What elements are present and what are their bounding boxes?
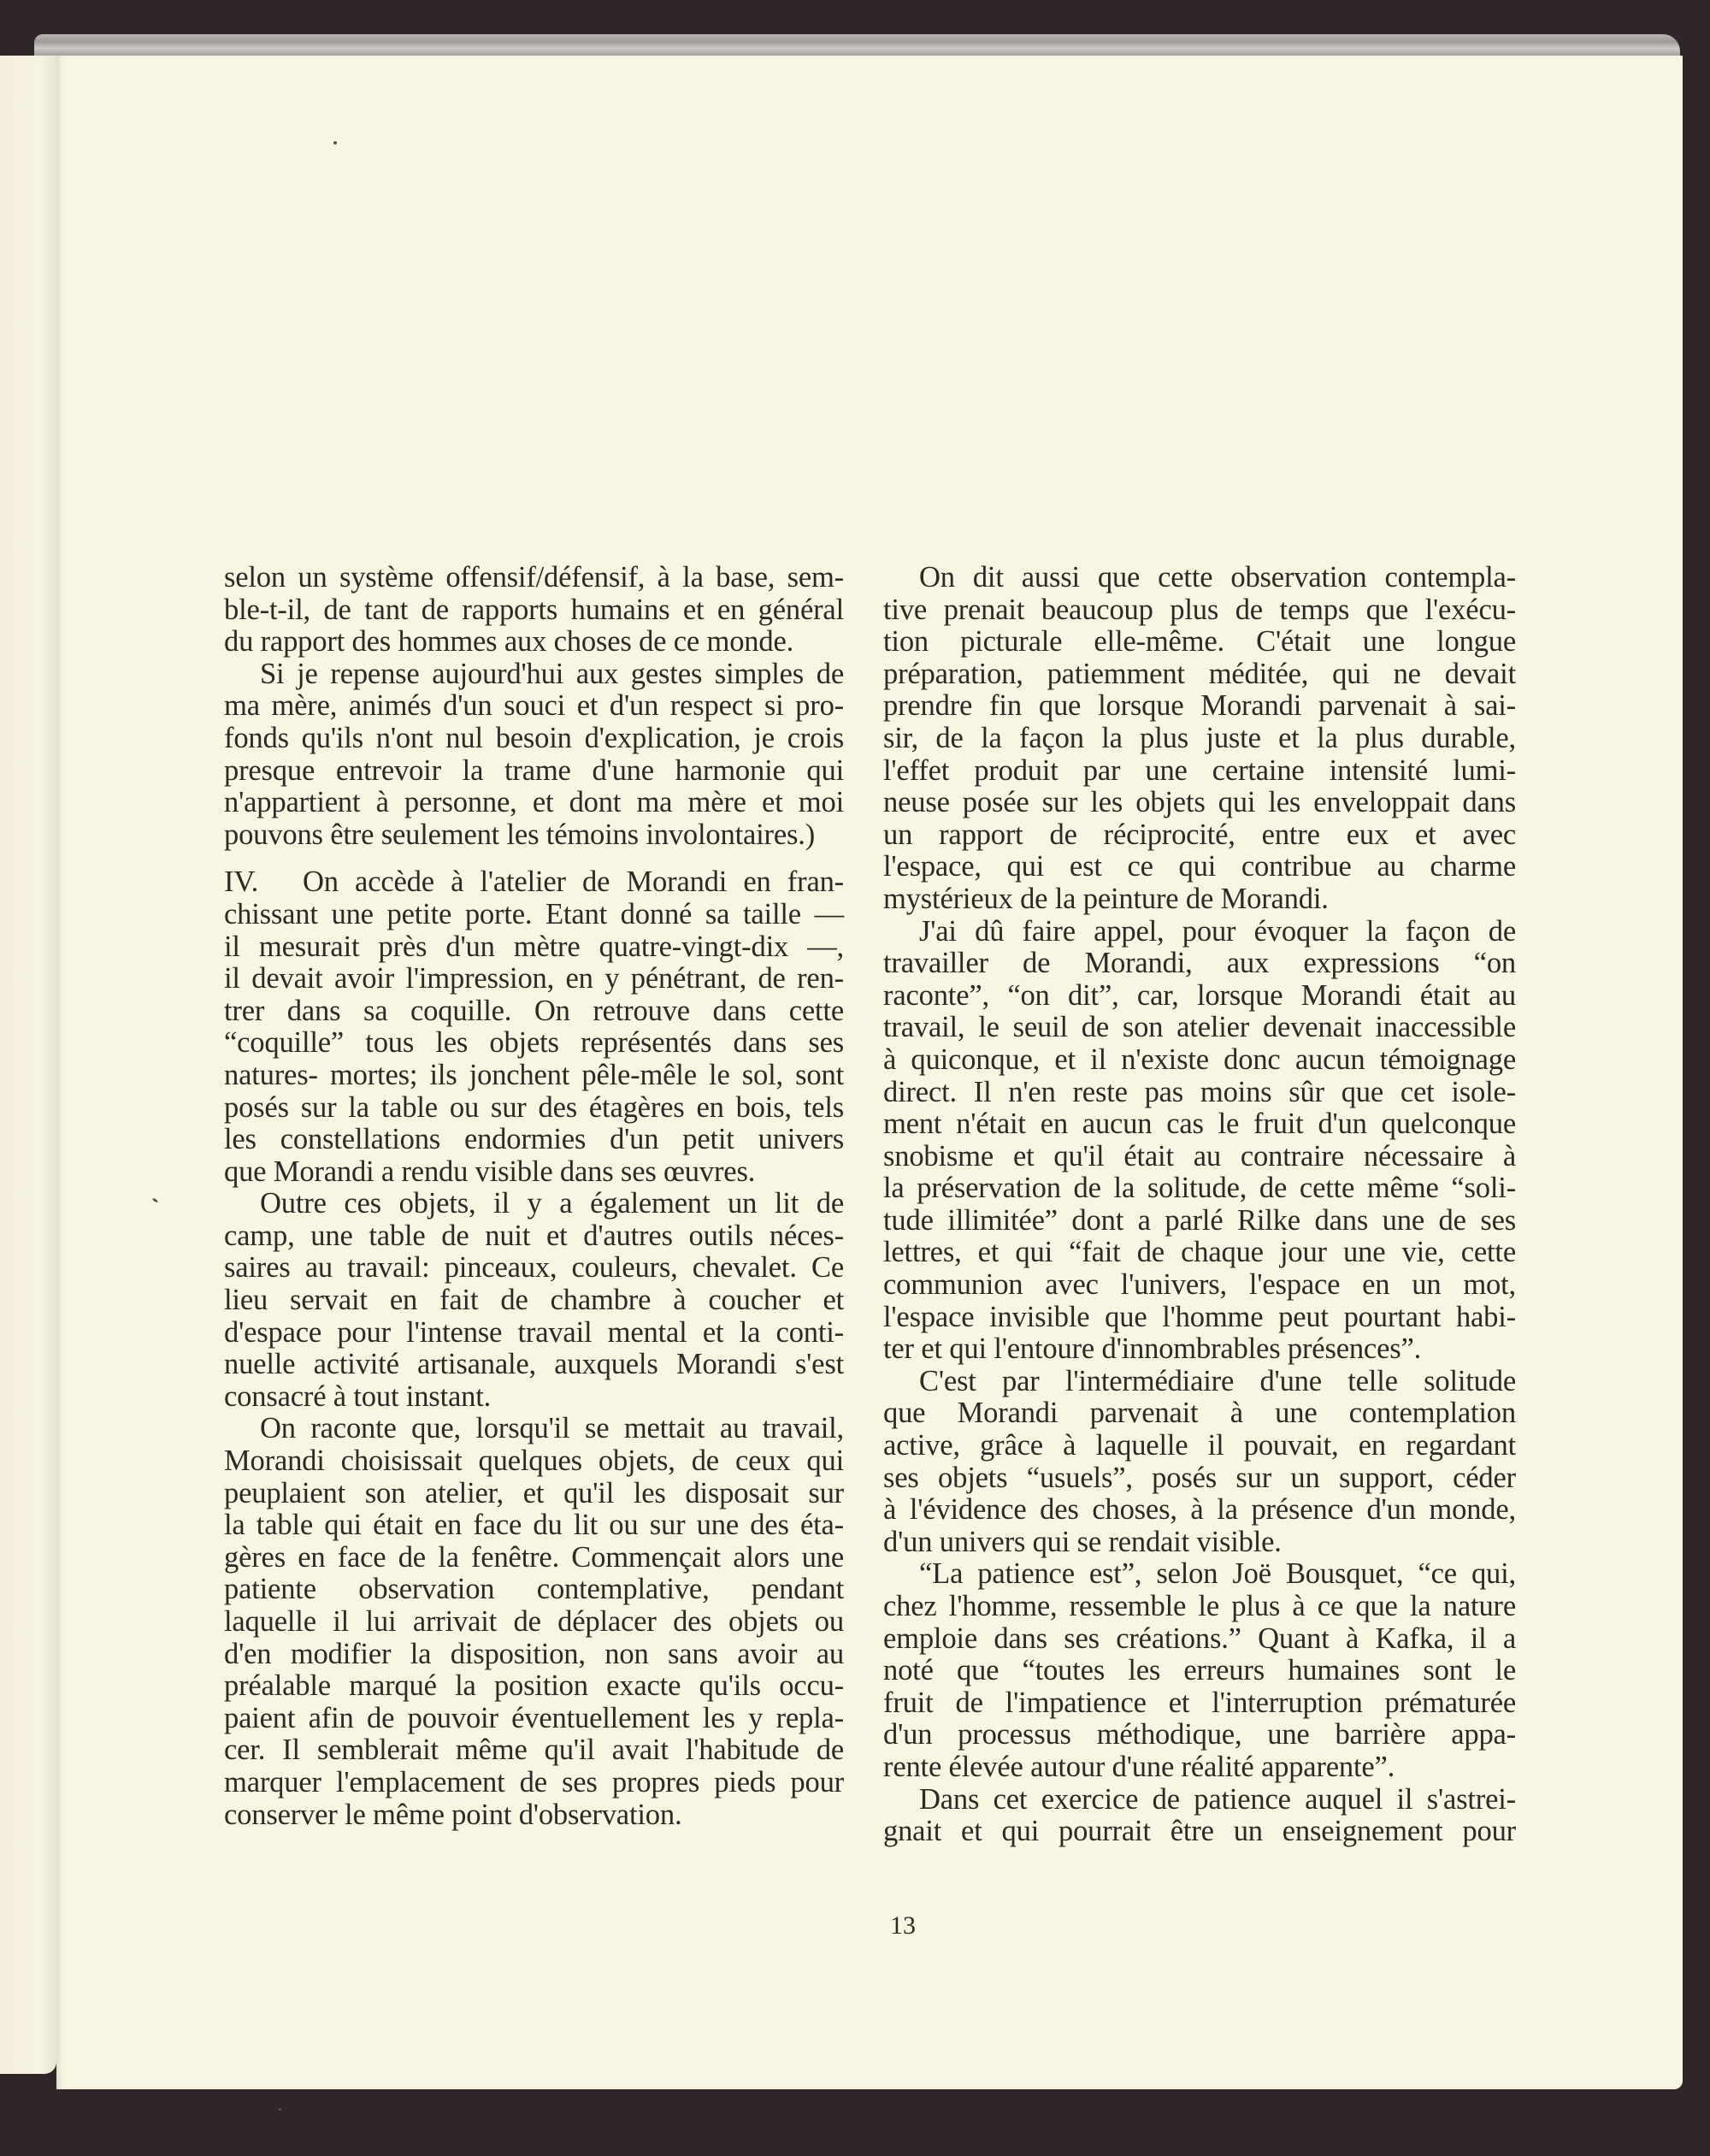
text-line: d'un univers qui se rendait visible. [883,1525,1282,1558]
right-text-column [883,562,1516,1848]
text-line: communion avec l'univers, l'espace en un mot, [883,1268,1516,1302]
paper-speck [152,1197,158,1202]
text-line: prendre fin que lorsque Morandi parvenait à sai- [883,689,1516,723]
text-line: l'effet produit par une certaine intensité lumi- [883,753,1516,787]
text-line: préparation, patiemment méditée, qui ne devait [883,657,1516,690]
text-line: laquelle il lui arrivait de déplacer des objets ou [224,1605,844,1638]
text-line: saires au travail: pinceaux, couleurs, chevalet. Ce [224,1251,844,1285]
text-line: chissant une petite porte. Etant donné sa taille — [224,897,844,930]
text-line: gnait et qui pourrait être un enseignement pour [883,1815,1516,1848]
text-line: trer dans sa coquille. On retrouve dans cette [224,994,844,1027]
paragraph [224,562,844,659]
text-line: camp, une table de nuit et d'autres outils néces- [224,1219,844,1252]
text-line: que Morandi parvenait à une contemplation [883,1397,1516,1430]
text-line: à l'évidence des choses, à la présence d'un monde, [883,1493,1516,1527]
text-line: tude illimitée” dont a parlé Rilke dans une de ses [883,1203,1516,1237]
previous-page-edge [0,56,56,2074]
text-line: selon un système offensif/défensif, à la base, sem- [224,561,844,594]
text-line: il mesurait près d'un mètre quatre-vingt-dix —, [224,930,844,963]
text-line: On dit aussi que cette observation contempla- [919,561,1516,594]
paragraph [883,1784,1516,1848]
paper-speck [279,2108,281,2111]
text-line: Morandi choisissait quelques objets, de ceux qui [224,1444,844,1478]
book-page [56,56,1683,2089]
text-line: lieu servait en fait de chambre à coucher et [224,1284,844,1317]
text-line: sir, de la façon la plus juste et la plus durable, [883,721,1516,754]
text-line: gères en face de la fenêtre. Commençait alors une [224,1540,844,1574]
text-line: C'est par l'intermédiaire d'une telle solitude [919,1364,1516,1397]
text-line: Dans cet exercice de patience auquel il s'astrei- [919,1782,1516,1816]
paragraph [224,659,844,852]
text-line-content: On accède à l'atelier de Morandi en fran- [303,865,844,899]
section-number: IV. [224,865,259,899]
text-line: ter et qui l'entoure d'innombrables présences”. [883,1332,1422,1366]
text-line: noté que “toutes les erreurs humaines sont le [883,1654,1516,1687]
text-line: d'un processus méthodique, une barrière appa- [883,1718,1516,1751]
text-line: mystérieux de la peinture de Morandi. [883,882,1329,915]
text-line: direct. Il n'en reste pas moins sûr que cet isole- [883,1075,1516,1108]
text-line: paient afin de pouvoir éventuellement les y repla- [224,1701,844,1734]
text-line: peuplaient son atelier, et qu'il les disposait sur [224,1476,844,1509]
text-line: fonds qu'ils n'ont nul besoin d'explication, je crois [224,721,844,754]
text-line: à quiconque, et il n'existe donc aucun témoignage [883,1043,1516,1076]
text-line: l'espace invisible que l'homme peut pourtant habi- [883,1300,1516,1333]
text-line: natures- mortes; ils jonchent pêle-mêle le sol, sont [224,1058,844,1091]
text-line: un rapport de réciprocité, entre eux et avec [883,818,1516,851]
paragraph [224,1188,844,1413]
text-line: travail, le seuil de son atelier devenait inaccessible [883,1011,1516,1044]
paragraph [883,562,1516,916]
paper-speck [333,141,337,145]
text-line: raconte”, “on dit”, car, lorsque Morandi était au [883,978,1516,1012]
text-line: On raconte que, lorsqu'il se mettait au travail, [260,1412,844,1445]
text-line: emploie dans ses créations.” Quant à Kafka, il a [883,1621,1516,1655]
text-line: snobisme et qu'il était au contraire nécessaire à [883,1139,1516,1173]
paragraph [883,916,1516,1366]
text-line: conserver le même point d'observation. [224,1798,682,1831]
text-line: du rapport des hommes aux choses de ce monde. [224,625,794,659]
text-line: Si je repense aujourd'hui aux gestes simples de [260,657,844,690]
text-line: nuelle activité artisanale, auxquels Morandi s'est [224,1348,844,1381]
text-line: lettres, et qui “fait de chaque jour une vie, cette [883,1236,1516,1269]
text-line: ma mère, animés d'un souci et d'un respect si pro- [224,689,844,723]
section-paragraph [224,866,844,1188]
text-line: cer. Il semblerait même qu'il avait l'habitude de [224,1734,844,1767]
text-line: Outre ces objets, il y a également un lit de [260,1187,844,1220]
text-line: que Morandi a rendu visible dans ses œuvres. [224,1155,756,1188]
paragraph [883,1558,1516,1783]
text-line: patiente observation contemplative, pendant [224,1573,844,1606]
text-line: ment n'était en aucun cas le fruit d'un quelconque [883,1108,1516,1141]
text-line: n'appartient à personne, et dont ma mère et moi [224,786,844,819]
text-line: l'espace, qui est ce qui contribue au charme [883,850,1516,883]
text-line: consacré à tout instant. [224,1379,492,1413]
text-line: presque entrevoir la trame d'une harmonie qui [224,753,844,787]
paragraph [224,1413,844,1831]
text-line: tion picturale elle-même. C'était une longue [883,625,1516,659]
text-line: active, grâce à laquelle il pouvait, en regardant [883,1429,1516,1462]
text-line: la préservation de la solitude, de cette même “soli- [883,1172,1516,1205]
text-line: tive prenait beaucoup plus de temps que l'exécu- [883,593,1516,626]
text-line: “coquille” tous les objets représentés dans ses [224,1026,844,1060]
text-line: travailler de Morandi, aux expressions “on [883,947,1516,980]
text-line: marquer l'emplacement de ses propres pieds pour [224,1765,844,1799]
text-line: neuse posée sur les objets qui les enveloppait dans [883,786,1516,819]
text-line: posés sur la table ou sur des étagères en bois, tels [224,1090,844,1124]
text-line: ble-t-il, de tant de rapports humains et en général [224,593,844,626]
page-number: 13 [890,1911,916,1940]
text-line: “La patience est”, selon Joë Bousquet, “ce qui, [919,1557,1516,1591]
paragraph [883,1366,1516,1559]
text-line: d'espace pour l'intense travail mental et la conti- [224,1315,844,1349]
text-line: fruit de l'impatience et l'interruption prématurée [883,1686,1516,1719]
text-line: la table qui était en face du lit ou sur une des éta- [224,1509,844,1542]
text-line: il devait avoir l'impression, en y pénétrant, de ren- [224,962,844,995]
text-line: d'en modifier la disposition, non sans avoir au [224,1637,844,1670]
text-line: pouvons être seulement les témoins involontaires.) [224,818,816,851]
text-line [224,866,844,899]
text-line: rente élevée autour d'une réalité apparente”. [883,1750,1395,1783]
left-text-column [224,562,844,1831]
text-line: ses objets “usuels”, posés sur un support, céder [883,1461,1516,1494]
text-line: chez l'homme, ressemble le plus à ce que la nature [883,1590,1516,1622]
text-line: J'ai dû faire appel, pour évoquer la façon de [919,914,1516,948]
text-line: préalable marqué la position exacte qu'ils occu- [224,1669,844,1703]
text-line: les constellations endormies d'un petit univers [224,1123,844,1156]
